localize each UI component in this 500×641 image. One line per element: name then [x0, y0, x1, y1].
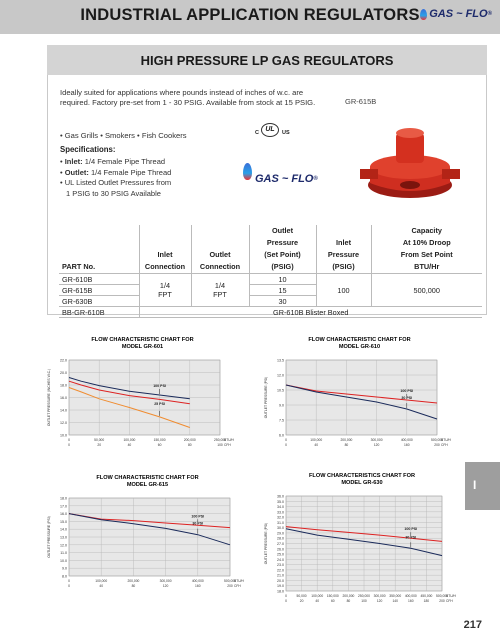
x-tick-label-btu: 400,000 — [400, 438, 413, 442]
x-tick-label-cfh: 0 — [68, 584, 70, 588]
intro-text: Ideally suited for applications where pounds instead of inches of w.c. are required. Factory pre-set from 1 - 30 PSIG. Available from stock at 15 PSIG. — [60, 88, 316, 108]
chart-gr601 — [45, 332, 240, 457]
x-unit-cfh: CFH — [446, 599, 453, 603]
spec-ul: • UL Listed Outlet Pressures from — [60, 178, 172, 187]
y-tick-label: 26.0 — [277, 547, 284, 552]
x-tick-label-cfh: 80 — [131, 584, 136, 588]
series-label: 100 PSI — [153, 384, 166, 388]
x-tick-label-btu: 200,000 — [342, 594, 355, 598]
header-part: PART No. — [59, 225, 139, 274]
x-tick-label-btu: 100,000 — [311, 594, 324, 598]
x-tick-label-cfh: 200 — [227, 584, 233, 588]
x-tick-label-cfh: 80 — [344, 443, 349, 447]
x-tick-label-cfh: 160 — [195, 584, 201, 588]
y-tick-label: 12.0 — [60, 421, 67, 425]
x-tick-label-btu: 50,000 — [94, 438, 105, 442]
x-tick-label-cfh: 140 — [392, 599, 398, 603]
series-label: 30 PSI — [401, 396, 413, 400]
y-tick-label: 15.0 — [60, 519, 67, 524]
logo-text: GAS ~ FLO — [429, 8, 488, 20]
series-label: 25 PSI — [154, 401, 165, 406]
series-label: 100 PSI — [404, 527, 418, 532]
x-tick-label-btu: 0 — [285, 438, 287, 442]
chart-title-line1: FLOW CHARACTERISTIC CHART FOR — [91, 337, 194, 343]
header-inlet-conn: Inlet Connection — [139, 225, 191, 274]
y-tick-label: 36.0 — [277, 494, 284, 499]
x-tick-label-btu: 250,000 — [358, 594, 370, 598]
y-tick-label: 13.0 — [60, 535, 67, 540]
specs-title: Specifications: — [60, 145, 116, 154]
y-tick-label: 32.0 — [277, 515, 284, 520]
spec-outlet: • Outlet: 1/4 Female Pipe Thread — [60, 167, 172, 177]
x-tick-label-cfh: 60 — [330, 599, 335, 603]
y-tick-label: 18.0 — [60, 496, 67, 501]
plot-area — [286, 360, 437, 435]
x-tick-label-cfh: 120 — [373, 443, 380, 447]
x-tick-label-btu: 500,000 — [224, 579, 236, 583]
regulator-image — [352, 115, 467, 205]
x-tick-label-cfh: 0 — [285, 599, 287, 603]
y-tick-label: 30.0 — [277, 526, 284, 531]
row-outlet-pressure: 15 — [249, 285, 316, 296]
x-unit-cfh: CFH — [224, 443, 231, 447]
y-tick-label: 10.0 — [60, 433, 67, 438]
y-axis-label: OUTLET PRESSURE (PSI) — [264, 376, 268, 419]
x-tick-label-btu: 500,000 — [436, 594, 448, 598]
y-tick-label: 35.0 — [277, 499, 284, 504]
section-title: HIGH PRESSURE LP GAS REGULATORS — [47, 45, 487, 75]
x-tick-label-btu: 100,000 — [95, 579, 108, 583]
page-number: 217 — [463, 619, 482, 631]
table-row — [59, 274, 482, 285]
x-tick-label-cfh: 0 — [285, 443, 287, 447]
table-row — [59, 307, 482, 318]
y-tick-label: 10.5 — [277, 388, 284, 393]
chart-title-line1: FLOW CHARACTERISTIC CHART FOR — [308, 337, 411, 343]
x-tick-label-btu: 400,000 — [191, 579, 204, 583]
x-tick-label-btu: 250,000 — [214, 438, 226, 442]
x-unit-btu: BTU/H — [224, 438, 234, 442]
blister-desc: GR-610B Blister Boxed — [139, 307, 482, 318]
x-tick-label-btu: 100,000 — [310, 438, 323, 442]
y-tick-label: 28.0 — [277, 536, 284, 541]
table-header-row — [59, 225, 482, 274]
y-tick-label: 27.0 — [277, 542, 284, 546]
row-part: GR-630B — [59, 296, 139, 307]
y-tick-label: 16.0 — [60, 396, 67, 400]
x-tick-label-cfh: 20 — [299, 599, 304, 603]
row-part: GR-615B — [59, 285, 139, 296]
x-tick-label-btu: 0 — [68, 579, 70, 583]
spec-inlet: • Inlet: 1/4 Female Pipe Thread — [60, 157, 166, 166]
y-tick-label: 9.0 — [279, 403, 284, 408]
chart-title-line1: FLOW CHARACTERISTIC CHART FOR — [96, 475, 199, 481]
x-tick-label-cfh: 40 — [315, 599, 320, 603]
x-tick-label-btu: 200,000 — [340, 438, 353, 442]
x-tick-label-btu: 450,000 — [420, 594, 433, 598]
row-outlet-pressure: 10 — [249, 274, 316, 285]
x-tick-label-cfh: 100 — [217, 443, 223, 447]
x-tick-label-btu: 150,000 — [153, 438, 166, 442]
x-unit-cfh: CFH — [441, 443, 448, 447]
inlet-connection-cell: 1/4 FPT — [139, 274, 191, 307]
gasflo-logo — [420, 8, 492, 20]
series-label: 100 PSI — [191, 514, 205, 519]
y-tick-label: 20.0 — [277, 578, 284, 583]
spec-ul-range: 1 PSIG to 30 PSIG Available — [66, 188, 161, 198]
y-tick-label: 19.0 — [277, 584, 284, 589]
inlet-pressure-cell: 100 — [316, 274, 371, 307]
logo-text: GAS ~ FLO — [255, 172, 314, 185]
x-tick-label-cfh: 20 — [97, 443, 102, 447]
y-tick-label: 8.0 — [62, 574, 67, 579]
flame-icon — [420, 9, 427, 20]
ul-us-mark: US — [282, 130, 290, 136]
y-tick-label: 18.0 — [60, 383, 67, 388]
x-tick-label-cfh: 120 — [162, 584, 169, 588]
header-outlet-pressure: Outlet Pressure (Set Point) (PSIG) — [249, 225, 316, 274]
y-tick-label: 16.0 — [60, 512, 67, 517]
blister-part: BB-GR-610B — [59, 307, 139, 318]
series-label: 30 PSI — [192, 521, 204, 526]
header-capacity: Capacity At 10% Droop From Set Point BTU/Hr — [371, 225, 482, 274]
chart-title-line2: MODEL GR-615 — [126, 482, 169, 488]
x-tick-label-btu: 350,000 — [389, 594, 402, 598]
y-tick-label: 14.0 — [60, 527, 67, 532]
y-tick-label: 17.0 — [60, 504, 67, 509]
registered-mark: ® — [487, 11, 492, 17]
y-tick-label: 14.0 — [60, 408, 67, 413]
y-tick-label: 31.0 — [277, 520, 284, 525]
x-tick-label-cfh: 200 — [439, 599, 445, 603]
x-tick-label-btu: 0 — [285, 594, 287, 598]
x-tick-label-btu: 300,000 — [370, 438, 383, 442]
outlet-connection-cell: 1/4 FPT — [191, 274, 249, 307]
x-tick-label-btu: 500,000 — [431, 438, 443, 442]
x-tick-label-btu: 200,000 — [127, 579, 140, 583]
x-unit-btu: BTU/H — [234, 579, 244, 583]
y-axis-label: OUTLET PRESSURE (PSI) — [47, 516, 51, 558]
y-tick-label: 18.0 — [277, 589, 284, 594]
x-tick-label-btu: 300,000 — [159, 579, 172, 583]
y-axis-label: OUTLET PRESSURE (INCHES W.C.) — [47, 368, 51, 427]
x-tick-label-btu: 200,000 — [183, 438, 196, 442]
chart-title-line2: MODEL GR-601 — [121, 344, 164, 350]
y-tick-label: 22.0 — [60, 358, 67, 363]
chart-gr615 — [45, 470, 250, 598]
product-tag: GR-615B — [345, 97, 377, 106]
chart-title-line2: MODEL GR-610 — [338, 344, 381, 350]
x-tick-label-cfh: 40 — [314, 443, 319, 447]
y-tick-label: 29.0 — [277, 531, 284, 536]
specs-list — [60, 157, 171, 199]
series-label: 100 PSI — [400, 389, 414, 393]
row-outlet-pressure: 30 — [249, 296, 316, 307]
x-tick-label-cfh: 80 — [187, 443, 192, 447]
page-title: INDUSTRIAL APPLICATION REGULATORS — [80, 6, 420, 24]
ul-listed-icon: UL — [261, 123, 279, 137]
row-part: GR-610B — [59, 274, 139, 285]
header-inlet-pressure: Inlet Pressure (PSIG) — [316, 225, 371, 274]
y-tick-label: 12.0 — [277, 373, 284, 378]
chart-gr630 — [262, 468, 462, 613]
y-tick-label: 34.0 — [277, 505, 284, 510]
x-unit-btu: BTU/H — [441, 438, 451, 442]
y-tick-label: 6.0 — [279, 433, 284, 438]
x-tick-label-btu: 0 — [68, 438, 70, 442]
y-tick-label: 13.5 — [277, 358, 284, 363]
registered-mark: ® — [313, 175, 318, 182]
x-tick-label-btu: 300,000 — [373, 594, 386, 598]
flame-icon — [243, 163, 252, 180]
x-tick-label-btu: 150,000 — [326, 594, 339, 598]
capacity-cell: 500,000 — [371, 274, 482, 307]
x-tick-label-cfh: 80 — [346, 599, 351, 603]
x-unit-cfh: CFH — [234, 584, 241, 588]
y-tick-label: 22.0 — [277, 568, 284, 573]
applications-list: • Gas Grills • Smokers • Fish Cookers — [60, 131, 187, 140]
chart-title-line1: FLOW CHARACTERISTICS CHART FOR — [309, 473, 415, 479]
x-tick-label-cfh: 0 — [68, 443, 70, 447]
ul-c-mark: C — [255, 130, 259, 136]
x-tick-label-cfh: 100 — [361, 599, 367, 603]
chart-title-line2: MODEL GR-630 — [341, 480, 383, 486]
y-tick-label: 24.0 — [277, 557, 284, 562]
y-axis-label: OUTLET PRESSURE (PSI) — [264, 522, 268, 565]
page-header — [0, 0, 500, 34]
chart-gr610 — [262, 332, 457, 457]
y-tick-label: 10.0 — [60, 558, 67, 563]
y-tick-label: 7.5 — [279, 418, 284, 423]
x-tick-label-cfh: 60 — [157, 443, 162, 447]
x-tick-label-cfh: 160 — [408, 599, 414, 603]
x-tick-label-cfh: 180 — [423, 599, 430, 603]
x-tick-label-btu: 100,000 — [123, 438, 136, 442]
x-tick-label-cfh: 120 — [376, 599, 383, 603]
y-tick-label: 25.0 — [277, 552, 284, 557]
section-side-tab[interactable]: I — [465, 462, 500, 510]
y-tick-label: 23.0 — [277, 563, 284, 568]
x-tick-label-btu: 50,000 — [296, 594, 307, 598]
x-tick-label-cfh: 200 — [434, 443, 440, 447]
y-tick-label: 33.0 — [277, 510, 284, 515]
x-tick-label-cfh: 160 — [404, 443, 410, 447]
x-tick-label-btu: 400,000 — [404, 594, 417, 598]
x-tick-label-cfh: 40 — [127, 443, 132, 447]
series-label: 30 PSI — [405, 535, 417, 540]
y-tick-label: 21.0 — [277, 573, 284, 578]
x-unit-btu: BTU/H — [446, 594, 456, 598]
product-table — [59, 225, 482, 318]
y-tick-label: 12.0 — [60, 543, 67, 548]
gasflo-logo-large — [243, 170, 318, 187]
header-outlet-conn: Outlet Connection — [191, 225, 249, 274]
y-tick-label: 9.0 — [62, 566, 67, 571]
x-tick-label-cfh: 40 — [99, 584, 104, 588]
y-tick-label: 20.0 — [60, 371, 67, 375]
y-tick-label: 11.0 — [60, 551, 67, 556]
